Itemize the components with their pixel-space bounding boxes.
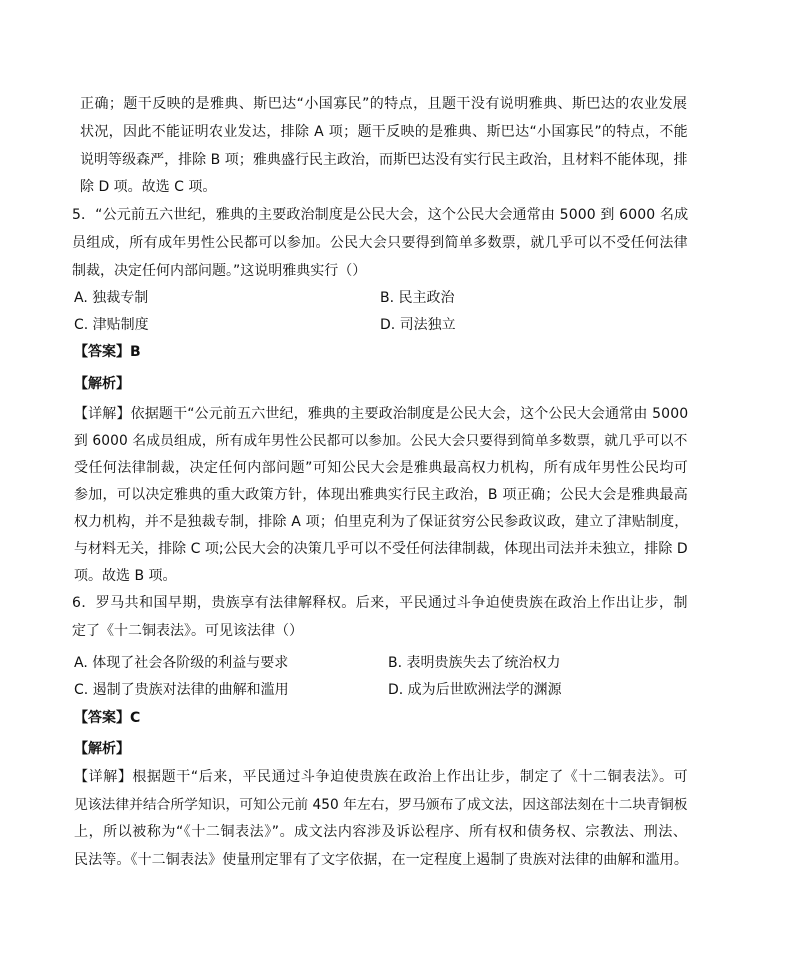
option-c: C. 津贴制度 <box>74 317 149 333</box>
option-b: B. 表明贵族失去了统治权力 <box>388 655 561 671</box>
option-d: D. 成为后世欧洲法学的渊源 <box>388 682 562 698</box>
text-line: 说明等级森严，排除 B 项；雅典盛行民主政治，而斯巴达没有实行民主政治，且材料不能体现，排 <box>80 152 688 168</box>
analysis-line: 民法等。《十二铜表法》使量刑定罪有了文字依据，在一定程度上遏制了贵族对法律的曲解和滥用。 <box>74 852 688 868</box>
option-a: A. 独裁专制 <box>74 290 149 306</box>
question-6-stem: 定了《十二铜表法》。可见该法律（） <box>72 623 303 639</box>
answer-label: 【答案】B <box>74 344 141 360</box>
answer-label: 【答案】C <box>74 710 141 726</box>
text-line: 正确；题干反映的是雅典、斯巴达“小国寡民”的特点，且题干没有说明雅典、斯巴达的农业发展 <box>80 96 688 112</box>
analysis-line: 项。故选 B 项。 <box>74 568 177 584</box>
question-5-stem: 5．“公元前五六世纪，雅典的主要政治制度是公民大会，这个公民大会通常由 5000 到 6000 名成 <box>72 207 689 223</box>
text-line: 除 D 项。故选 C 项。 <box>80 179 217 195</box>
analysis-line: 参加，可以决定雅典的重大政策方针，体现出雅典实行民主政治，B 项正确；公民大会是雅典最高 <box>74 487 689 503</box>
analysis-line: 到 6000 名成员组成，所有成年男性公民都可以参加。公民大会只要得到简单多数票，就几乎可以不 <box>74 433 688 449</box>
analysis-line: 权力机构，并不是独裁专制，排除 A 项；伯里克利为了保证贫穷公民参政议政，建立了津贴制度， <box>74 514 689 530</box>
option-a: A. 体现了社会各阶级的利益与要求 <box>74 655 289 671</box>
analysis-line: 与材料无关，排除 C 项;公民大会的决策几乎可以不受任何法律制裁，体现出司法并未独立，排除 D <box>74 541 688 557</box>
option-c: C. 遏制了贵族对法律的曲解和滥用 <box>74 682 289 698</box>
analysis-line: 受任何法律制裁，决定任何内部问题”可知公民大会是雅典最高权力机构，所有成年男性公民均可 <box>74 460 689 476</box>
text-line: 状况，因此不能证明农业发达，排除 A 项；题干反映的是雅典、斯巴达“小国寡民”的特点，不能 <box>80 124 688 140</box>
question-5-stem: 员组成，所有成年男性公民都可以参加。公民大会只要得到简单多数票，就几乎可以不受任何法律 <box>72 235 688 251</box>
question-6-stem: 6．罗马共和国早期，贵族享有法律解释权。后来，平民通过斗争迫使贵族在政治上作出让步，制 <box>72 595 688 611</box>
option-b: B. 民主政治 <box>380 290 455 306</box>
option-d: D. 司法独立 <box>380 317 456 333</box>
analysis-label: 【解析】 <box>74 376 130 392</box>
analysis-line: 【详解】依据题干“公元前五六世纪，雅典的主要政治制度是公民大会，这个公民大会通常由 5000 <box>74 406 689 422</box>
analysis-line: 见该法律并结合所学知识，可知公元前 450 年左右，罗马颁布了成文法，因这部法刻在十二块青铜板 <box>74 797 688 813</box>
analysis-label: 【解析】 <box>74 741 130 757</box>
analysis-line: 上，所以被称为“《十二铜表法》”。成文法内容涉及诉讼程序、所有权和债务权、宗教法、刑法、 <box>74 824 688 840</box>
question-5-stem: 制裁，决定任何内部问题。”这说明雅典实行（） <box>72 263 367 279</box>
analysis-line: 【详解】根据题干“后来，平民通过斗争迫使贵族在政治上作出让步，制定了《十二铜表法》。可 <box>74 769 689 785</box>
